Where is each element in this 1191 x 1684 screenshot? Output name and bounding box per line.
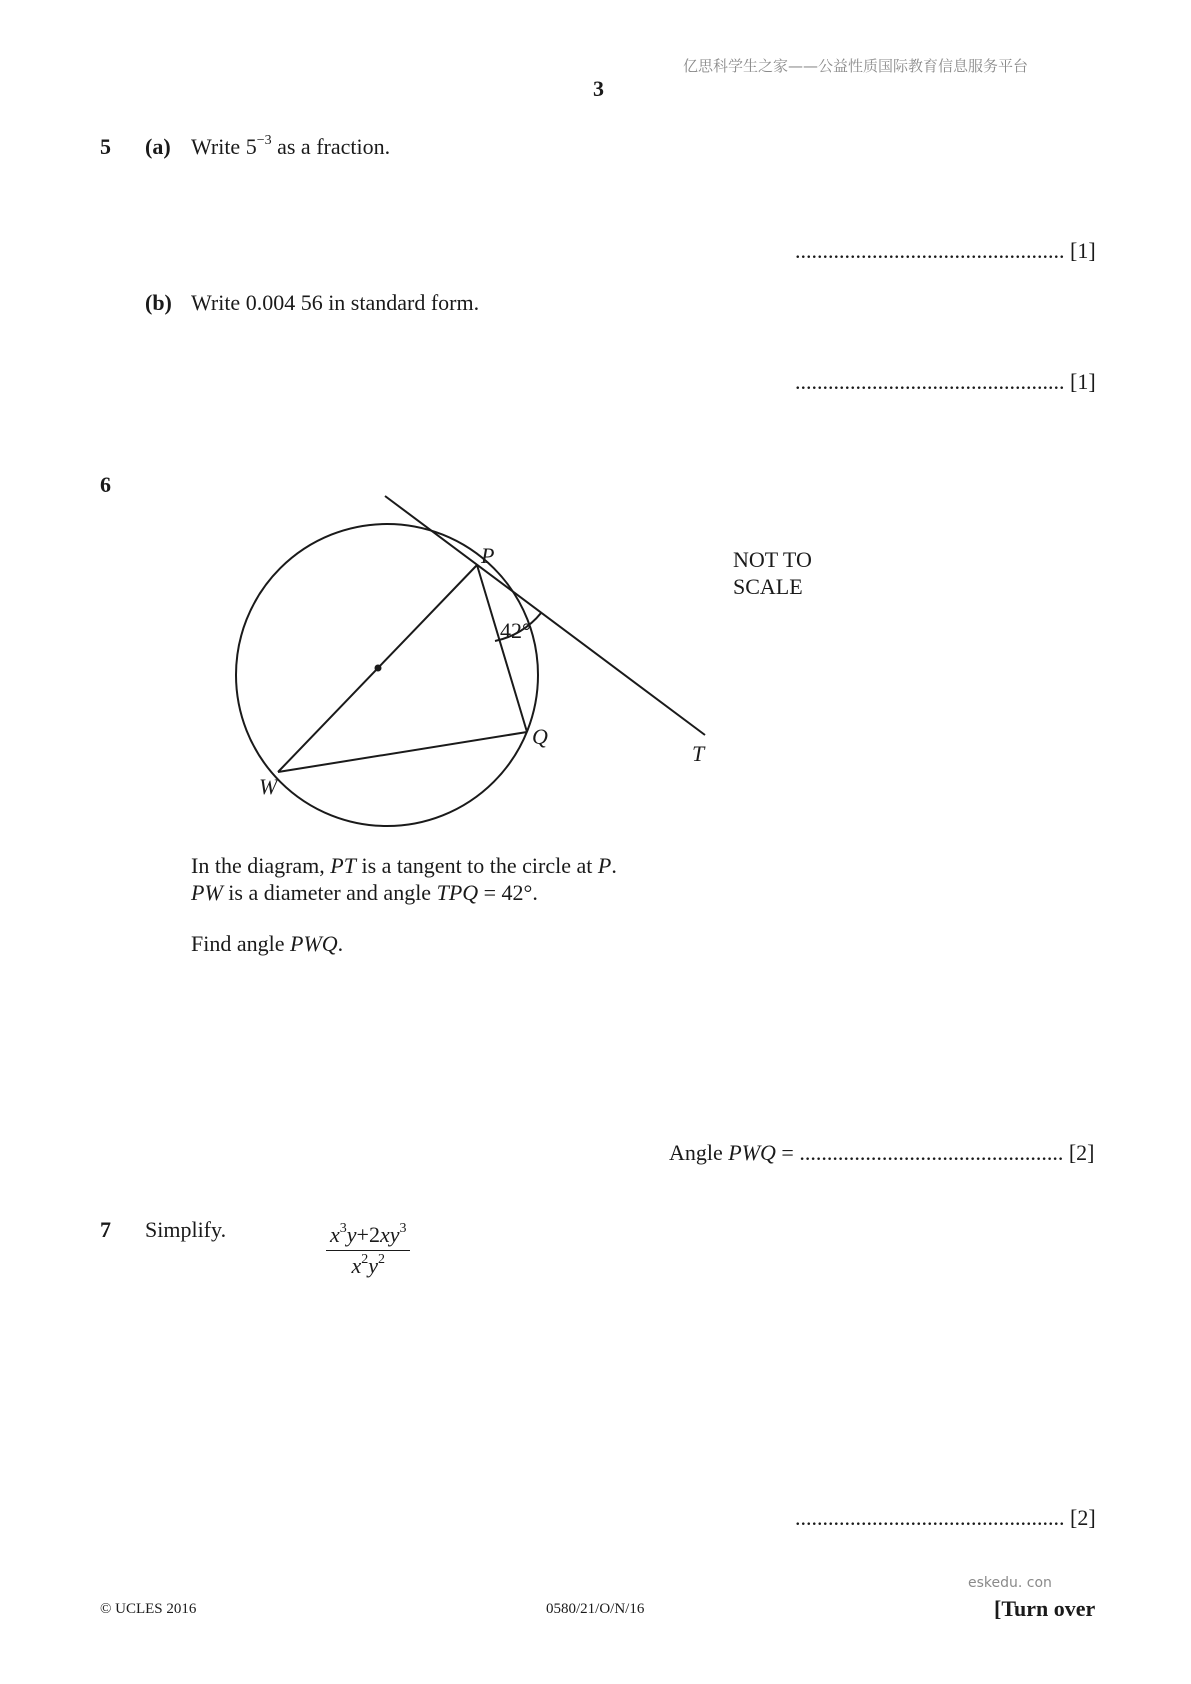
- q5a-exponent: −3: [256, 133, 272, 148]
- q5-number: 5: [100, 134, 111, 159]
- tangent-line: [385, 496, 705, 735]
- label-w: W: [259, 774, 278, 799]
- watermark-bottom: eskedu. con: [968, 1575, 1052, 1591]
- q6-line1-a: In the diagram,: [191, 853, 331, 878]
- label-p: P: [481, 543, 495, 568]
- q7-fraction: [326, 1222, 410, 1279]
- q6-answer-line[interactable]: [669, 1140, 1094, 1166]
- q5a-label: (a): [145, 134, 171, 159]
- not-to-scale-2: SCALE: [733, 574, 803, 599]
- chord-wq: [278, 732, 527, 772]
- q6-find: [191, 931, 343, 957]
- footer-code: 0580/21/O/N/16: [546, 1601, 645, 1617]
- q6-number: 6: [100, 472, 111, 497]
- q5b-label: (b): [145, 290, 172, 315]
- q6-line1-p: P: [597, 853, 612, 878]
- q6-answer-dots: = ................................................ [2]: [775, 1140, 1095, 1165]
- q6-line2-b: = 42°.: [478, 880, 538, 905]
- watermark-top: 亿思科学生之家——公益性质国际教育信息服务平台: [683, 57, 1029, 75]
- q7-number: 7: [100, 1217, 111, 1242]
- not-to-scale-1: NOT TO: [733, 547, 812, 572]
- q7-text: Simplify.: [145, 1217, 227, 1242]
- q6-line2-tpq: TPQ: [436, 880, 479, 905]
- q6-line1-pt: PT: [330, 853, 356, 878]
- turn-over: [Turn over: [994, 1596, 1096, 1621]
- circle: [236, 524, 538, 826]
- footer-copyright: © UCLES 2016: [100, 1601, 197, 1617]
- label-q: Q: [532, 724, 548, 749]
- angle-label: 42°: [500, 618, 531, 643]
- label-t: T: [692, 741, 705, 766]
- centre-dot: [375, 665, 382, 672]
- q7-denominator: $x^2y^2$: [351, 1252, 385, 1278]
- q5b-text: Write 0.004 56 in standard form.: [191, 290, 480, 315]
- q5a-answer-line[interactable]: ................................................. [1]: [795, 238, 1096, 263]
- q5a-text-after: as a fraction.: [277, 134, 391, 159]
- q6-line1-b: is a tangent to the circle at: [355, 853, 598, 878]
- q6-line1-c: .: [611, 853, 617, 878]
- q6-find-a: Find angle: [191, 931, 290, 956]
- q6-find-b: .: [337, 931, 344, 956]
- page-number: 3: [593, 76, 604, 101]
- q6-answer-prefix: Angle: [669, 1140, 729, 1165]
- q6-find-pwq: PWQ: [290, 931, 338, 956]
- q5a-text-before: Write 5: [191, 134, 257, 159]
- q6-line1: [191, 853, 617, 879]
- q7-numerator: $x^3y+2xy^3$: [326, 1222, 410, 1251]
- q7-answer-line[interactable]: ................................................. [2]: [795, 1505, 1096, 1530]
- q6-line2-pw: PW: [191, 880, 223, 905]
- q5b-answer-line[interactable]: ................................................. [1]: [795, 369, 1096, 394]
- q6-answer-var: PWQ: [728, 1140, 776, 1165]
- chord-pq: [477, 565, 527, 732]
- q6-line2-a: is a diameter and angle: [222, 880, 437, 905]
- q6-line2: [191, 880, 538, 906]
